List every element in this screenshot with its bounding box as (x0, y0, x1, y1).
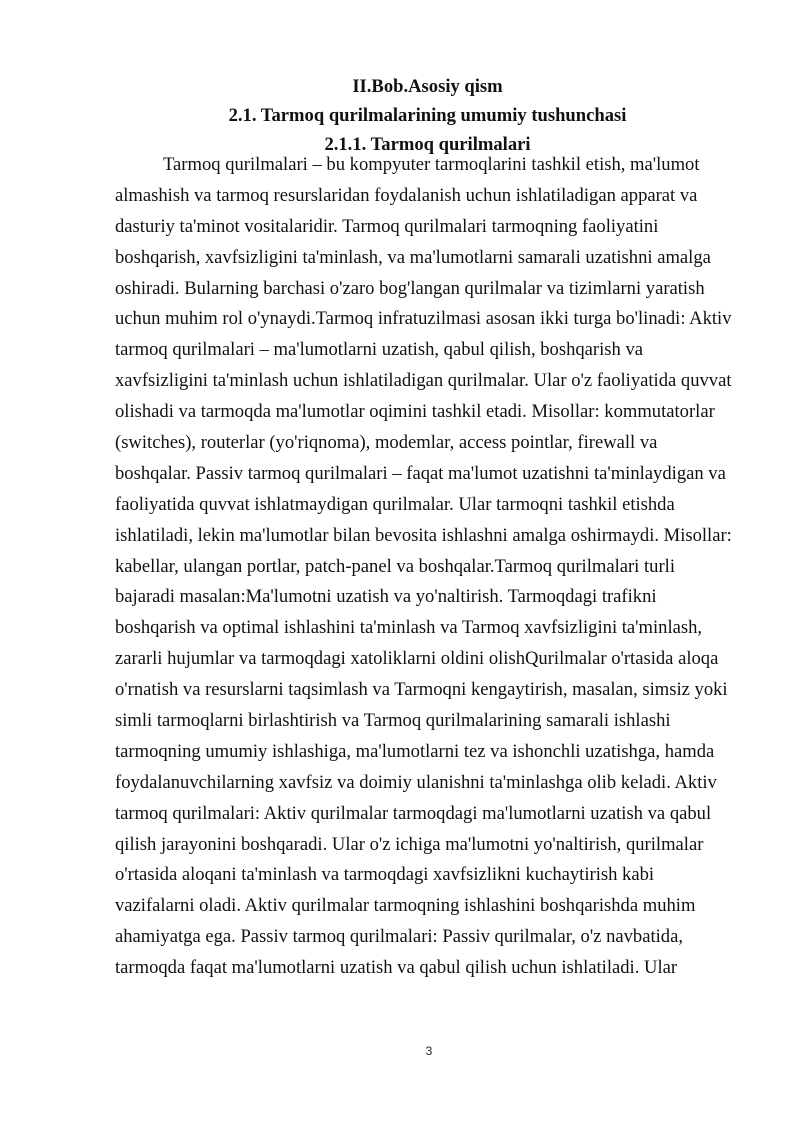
heading-block (115, 72, 740, 159)
page-number: 3 (425, 1044, 433, 1058)
text-line: kabellar, ulangan portlar, patch-panel va boshqalar.Tarmoq qurilmalari turli (115, 555, 675, 577)
text-line: boshqarish va optimal ishlashini ta'minlash va Tarmoq xavfsizligini ta'minlash, (115, 617, 703, 639)
text-line: oshiradi. Bularning barchasi o'zaro bog'langan qurilmalar va tizimlarni yaratish (115, 277, 705, 299)
subsection-title: 2.1.1. Tarmoq qurilmalari (324, 134, 531, 155)
section-title: 2.1. Tarmoq qurilmalarining umumiy tushunchasi (228, 105, 627, 126)
body-paragraph (115, 150, 745, 984)
text-line: uchun muhim rol o'ynaydi.Tarmoq infratuzilmasi asosan ikki turga bo'linadi: Aktiv (115, 308, 732, 330)
text-line: boshqarish, xavfsizligini ta'minlash, va ma'lumotlarni samarali uzatishni amalga (115, 246, 711, 268)
text-line: foydalanuvchilarning xavfsiz va doimiy ulanishni ta'minlashga olib keladi. Aktiv (115, 771, 717, 793)
text-line: qilish jarayonini boshqaradi. Ular o'z ichiga ma'lumotni yo'naltirish, qurilmalar (115, 833, 704, 855)
text-line: tarmoqda faqat ma'lumotlarni uzatish va qabul qilish uchun ishlatiladi. Ular (115, 957, 678, 979)
text-line: faoliyatida quvvat ishlatmaydigan qurilmalar. Ular tarmoqni tashkil etishda (115, 493, 675, 515)
text-line: dasturiy ta'minot vositalaridir. Tarmoq qurilmalari tarmoqning faoliyatini (115, 215, 659, 237)
text-line: tarmoq qurilmalari: Aktiv qurilmalar tarmoqdagi ma'lumotlarni uzatish va qabul (115, 802, 712, 824)
text-line: tarmoqning umumiy ishlashiga, ma'lumotlarni tez va ishonchli uzatishga, hamda (115, 740, 715, 762)
text-line: o'rnatish va resurslarni taqsimlash va Tarmoqni kengaytirish, masalan, simsiz yoki (115, 679, 728, 701)
text-line: olishadi va tarmoqda ma'lumotlar oqimini tashkil etadi. Misollar: kommutatorlar (115, 401, 715, 423)
text-line: almashish va tarmoq resurslaridan foydalanish uchun ishlatiladigan apparat va (115, 184, 698, 206)
text-line: ishlatiladi, lekin ma'lumotlar bilan bevosita ishlashni amalga oshirmaydi. Misollar: (115, 524, 732, 546)
text-line: xavfsizligini ta'minlash uchun ishlatiladigan qurilmalar. Ular o'z faoliyatida quvvat (115, 370, 732, 392)
text-line: vazifalarni oladi. Aktiv qurilmalar tarmoqning ishlashini boshqarishda muhim (115, 895, 696, 917)
text-line: ahamiyatga ega. Passiv tarmoq qurilmalari: Passiv qurilmalar, o'z navbatida, (115, 926, 684, 948)
text-line: tarmoq qurilmalari – ma'lumotlarni uzatish, qabul qilish, boshqarish va (115, 339, 644, 361)
text-line: zararli hujumlar va tarmoqdagi xatoliklarni oldini olishQurilmalar o'rtasida aloqa (115, 648, 719, 670)
text-line: Tarmoq qurilmalari – bu kompyuter tarmoqlarini tashkil etish, ma'lumot (163, 154, 700, 175)
text-line: boshqalar. Passiv tarmoq qurilmalari – faqat ma'lumot uzatishni ta'minlaydigan va (115, 462, 726, 484)
text-line: (switches), routerlar (yo'riqnoma), modemlar, access pointlar, firewall va (115, 432, 658, 454)
text-line: bajaradi masalan:Ma'lumotni uzatish va yo'naltirish. Tarmoqdagi trafikni (115, 586, 657, 608)
chapter-title: II.Bob.Asosiy qism (352, 76, 503, 97)
text-line: o'rtasida aloqani ta'minlash va tarmoqdagi xavfsizlikni kuchaytirish kabi (115, 864, 655, 886)
text-line: simli tarmoqlarni birlashtirish va Tarmoq qurilmalarining samarali ishlashi (115, 710, 671, 732)
